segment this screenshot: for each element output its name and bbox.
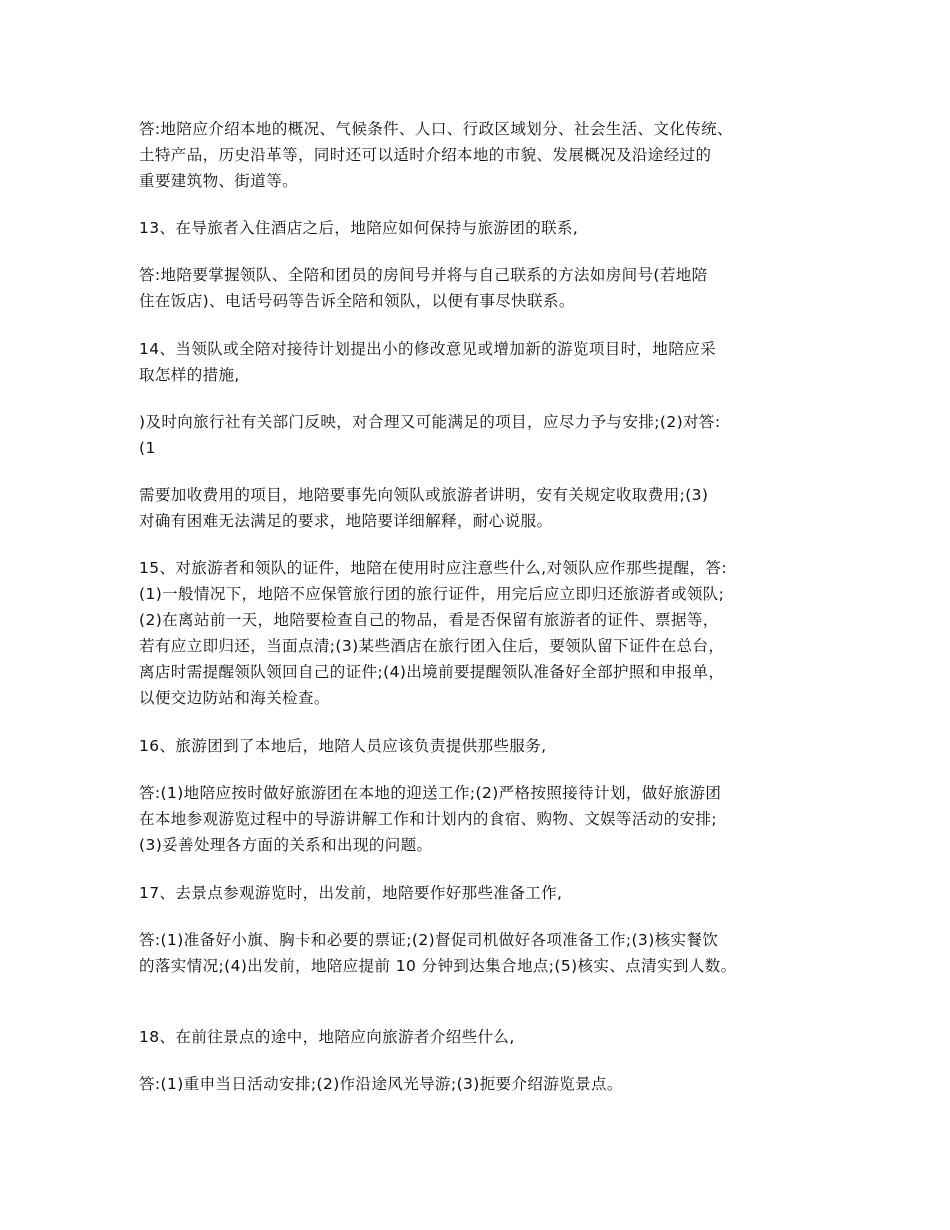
answer-14-paragraph-a xyxy=(139,409,829,461)
question-14-paragraph xyxy=(139,336,829,388)
text-line: 对确有困难无法满足的要求，地陪要详细解释，耐心说服。 xyxy=(139,512,553,530)
text-line: 答:(1)准备好小旗、胸卡和必要的票证;(2)督促司机做好各项准备工作;(3)核实餐饮 xyxy=(139,931,719,949)
answer-13-paragraph xyxy=(139,262,829,314)
answer-18-paragraph xyxy=(139,1071,829,1097)
text-line: 在本地参观游览过程中的导游讲解工作和计划内的食宿、购物、文娱等活动的安排; xyxy=(139,810,718,828)
text-line: (1 xyxy=(139,439,156,457)
answer-14-paragraph-b xyxy=(139,482,829,534)
question-answer-15-paragraph xyxy=(139,555,829,711)
text-line: 18、在前往景点的途中，地陪应向旅游者介绍些什么, xyxy=(139,1028,515,1046)
text-line: 以便交边防站和海关检查。 xyxy=(139,689,330,707)
text-line: (1)一般情况下，地陪不应保管旅行团的旅行证件，用完后应立即归还旅游者或领队; xyxy=(139,585,725,603)
question-16-paragraph xyxy=(139,733,829,759)
text-line: )及时向旅行社有关部门反映，对合理又可能满足的项目，应尽力予与安排;(2)对答: xyxy=(139,413,721,431)
text-line: 答:(1)重申当日活动安排;(2)作沿途风光导游;(3)扼要介绍游览景点。 xyxy=(139,1075,623,1093)
text-line: 16、旅游团到了本地后，地陪人员应该负责提供那些服务, xyxy=(139,737,547,755)
text-line: 离店时需提醒领队领回自己的证件;(4)出境前要提醒领队准备好全部护照和申报单， xyxy=(139,663,725,681)
text-line: (3)妥善处理各方面的关系和出现的问题。 xyxy=(139,836,433,854)
answer-17-paragraph xyxy=(139,927,829,979)
text-line: 需要加收费用的项目，地陪要事先向领队或旅游者讲明，安有关规定收取费用;(3) xyxy=(139,486,709,504)
question-18-paragraph xyxy=(139,1024,829,1050)
question-17-paragraph xyxy=(139,880,829,906)
text-line: 重要建筑物、街道等。 xyxy=(139,172,299,190)
text-line: 答:(1)地陪应按时做好旅游团在本地的迎送工作;(2)严格按照接待计划，做好旅游团 xyxy=(139,784,722,802)
text-line: 14、当领队或全陪对接待计划提出小的修改意见或增加新的游览项目时，地陪应采 xyxy=(139,340,717,358)
answer-12-paragraph xyxy=(139,116,829,194)
answer-16-paragraph xyxy=(139,780,829,858)
text-line: 17、去景点参观游览时，出发前，地陪要作好那些准备工作, xyxy=(139,884,563,902)
text-line: 若有应立即归还，当面点清;(3)某些酒店在旅行团入住后，要领队留下证件在总台， xyxy=(139,637,725,655)
text-line: 13、在导旅者入住酒店之后，地陪应如何保持与旅游团的联系, xyxy=(139,219,579,237)
text-line: 15、对旅游者和领队的证件，地陪在使用时应注意些什么,对领队应作那些提醒，答: xyxy=(139,559,727,577)
text-line: 土特产品，历史沿革等，同时还可以适时介绍本地的市貌、发展概况及沿途经过的 xyxy=(139,146,712,164)
text-line: (2)在离站前一天，地陪要检查自己的物品，看是否保留有旅游者的证件、票据等， xyxy=(139,611,719,629)
text-line: 的落实情况;(4)出发前，地陪应提前 10 分钟到达集合地点;(5)核实、点清实到人数。 xyxy=(139,957,737,975)
text-line: 住在饭店)、电话号码等告诉全陪和领队，以便有事尽快联系。 xyxy=(139,292,575,310)
text-line: 答:地陪要掌握领队、全陪和团员的房间号并将与自己联系的方法如房间号(若地陪 xyxy=(139,266,708,284)
text-line: 取怎样的措施, xyxy=(139,366,240,384)
question-13-paragraph xyxy=(139,215,829,241)
text-line: 答:地陪应介绍本地的概况、气候条件、人口、行政区域划分、社会生活、文化传统、 xyxy=(139,120,733,138)
